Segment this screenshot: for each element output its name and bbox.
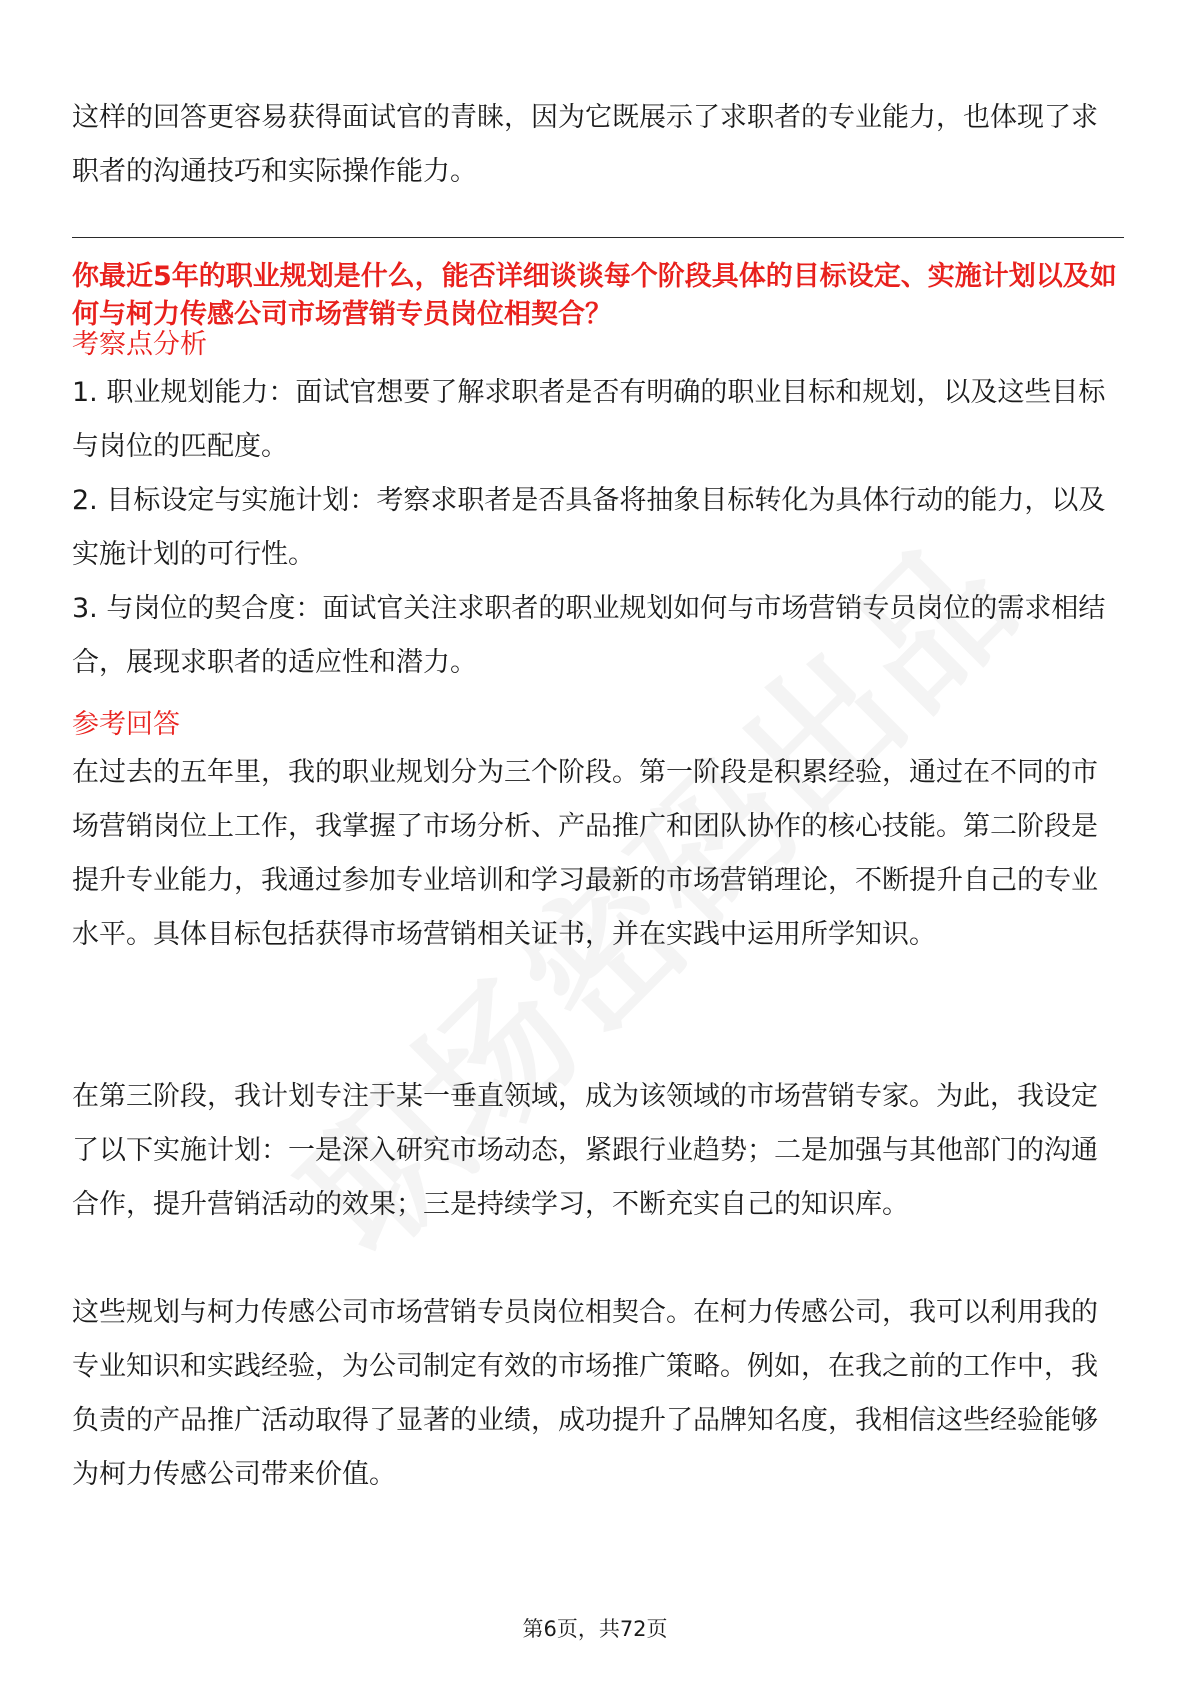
answer-heading: 参考回答: [72, 709, 180, 740]
analysis-point: 2. 目标设定与实施计划：考察求职者是否具备将抽象目标转化为具体行动的能力，以及实施计划的可行性。: [72, 485, 1106, 570]
page-number: 第6页，共72页: [522, 1617, 668, 1641]
intro-paragraph: 这样的回答更容易获得面试官的青睐，因为它既展示了求职者的专业能力，也体现了求职者的沟通技巧和实际操作能力。: [72, 102, 1098, 187]
answer-paragraph: 在过去的五年里，我的职业规划分为三个阶段。第一阶段是积累经验，通过在不同的市场营销岗位上工作，我掌握了市场分析、产品推广和团队协作的核心技能。第二阶段是提升专业能力，我通过参加专业培训和学习最新的市场营销理论，不断提升自己的专业水平。具体目标包括获得市场营销相关证书，并在实践中运用所学知识。: [72, 757, 1098, 950]
answer-paragraph: 这些规划与柯力传感公司市场营销专员岗位相契合。在柯力传感公司，我可以利用我的专业知识和实践经验，为公司制定有效的市场推广策略。例如，在我之前的工作中，我负责的产品推广活动取得了显著的业绩，成功提升了品牌知名度，我相信这些经验能够为柯力传感公司带来价值。: [72, 1297, 1098, 1490]
analysis-point: 1. 职业规划能力：面试官想要了解求职者是否有明确的职业目标和规划，以及这些目标与岗位的匹配度。: [72, 377, 1106, 462]
section-divider: [72, 237, 1124, 238]
analysis-point: 3. 与岗位的契合度：面试官关注求职者的职业规划如何与市场营销专员岗位的需求相结合，展现求职者的适应性和潜力。: [72, 593, 1106, 678]
analysis-heading: 考察点分析: [72, 329, 207, 360]
interview-question: 你最近5年的职业规划是什么，能否详细谈谈每个阶段具体的目标设定、实施计划以及如何与柯力传感公司市场营销专员岗位相契合？: [72, 261, 1117, 330]
answer-paragraph: 在第三阶段，我计划专注于某一垂直领域，成为该领域的市场营销专家。为此，我设定了以下实施计划：一是深入研究市场动态，紧跟行业趋势；二是加强与其他部门的沟通合作，提升营销活动的效果；三是持续学习，不断充实自己的知识库。: [72, 1081, 1098, 1220]
